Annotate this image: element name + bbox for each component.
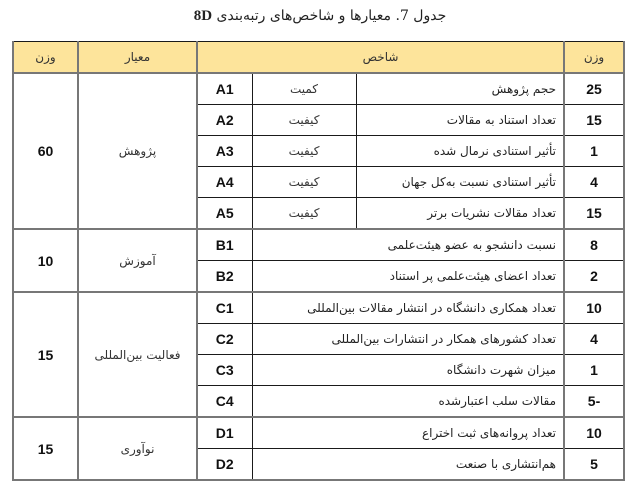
- table-caption: [0, 8, 640, 25]
- criterion-name: نوآوری: [78, 417, 197, 480]
- indicator-name: تأثیر استنادی نسبت به‌کل جهان: [356, 167, 564, 198]
- indicator-weight: 25: [564, 73, 624, 105]
- indicator-name: تعداد اعضای هیئت‌علمی پر استناد: [252, 261, 564, 293]
- criterion-weight: 15: [13, 292, 78, 417]
- indicator-weight: 5-: [564, 386, 624, 418]
- indicator-weight: 4: [564, 324, 624, 355]
- criterion-name: فعالیت بین‌المللی: [78, 292, 197, 417]
- table-row: [13, 417, 624, 449]
- indicator-weight: 8: [564, 229, 624, 261]
- header-indicator: شاخص: [197, 42, 564, 74]
- indicator-code: A5: [197, 198, 252, 230]
- caption-model: 8D: [193, 8, 213, 24]
- indicator-code: C1: [197, 292, 252, 324]
- criteria-table: [12, 41, 625, 481]
- indicator-weight: 4: [564, 167, 624, 198]
- indicator-code: C4: [197, 386, 252, 418]
- indicator-weight: 2: [564, 261, 624, 293]
- indicator-weight: 10: [564, 417, 624, 449]
- indicator-weight: 1: [564, 355, 624, 386]
- indicator-code: A2: [197, 105, 252, 136]
- header-row: [13, 42, 624, 74]
- caption-text: جدول 7. معیارها و شاخص‌های رتبه‌بندی: [216, 8, 447, 24]
- indicator-name: تأثیر استنادی نرمال شده: [356, 136, 564, 167]
- indicator-name: تعداد استناد به مقالات: [356, 105, 564, 136]
- table-row: [13, 73, 624, 105]
- header-criterion-weight: وزن: [13, 42, 78, 74]
- criterion-weight: 15: [13, 417, 78, 480]
- indicator-type: کیفیت: [252, 167, 356, 198]
- indicator-code: B1: [197, 229, 252, 261]
- indicator-weight: 10: [564, 292, 624, 324]
- criterion-weight: 60: [13, 73, 78, 229]
- indicator-name: مقالات سلب اعتبارشده: [252, 386, 564, 418]
- indicator-code: A4: [197, 167, 252, 198]
- criterion-name: پژوهش: [78, 73, 197, 229]
- indicator-name: تعداد مقالات نشریات برتر: [356, 198, 564, 230]
- indicator-type: کیفیت: [252, 105, 356, 136]
- indicator-name: تعداد کشورهای همکار در انتشارات بین‌المللی: [252, 324, 564, 355]
- indicator-code: C3: [197, 355, 252, 386]
- indicator-code: B2: [197, 261, 252, 293]
- indicator-name: هم‌انتشاری با صنعت: [252, 449, 564, 481]
- indicator-name: نسبت دانشجو به عضو هیئت‌علمی: [252, 229, 564, 261]
- criterion-name: آموزش: [78, 229, 197, 292]
- indicator-name: حجم پژوهش: [356, 73, 564, 105]
- indicator-code: A1: [197, 73, 252, 105]
- indicator-type: کیفیت: [252, 136, 356, 167]
- table-row: [13, 229, 624, 261]
- criterion-weight: 10: [13, 229, 78, 292]
- indicator-name: تعداد پروانه‌های ثبت اختراع: [252, 417, 564, 449]
- indicator-type: کیفیت: [252, 198, 356, 230]
- indicator-code: D2: [197, 449, 252, 481]
- indicator-code: D1: [197, 417, 252, 449]
- indicator-code: C2: [197, 324, 252, 355]
- table-row: [13, 292, 624, 324]
- indicator-name: تعداد همکاری دانشگاه در انتشار مقالات بین‌المللی: [252, 292, 564, 324]
- indicator-weight: 5: [564, 449, 624, 481]
- indicator-weight: 15: [564, 198, 624, 230]
- indicator-code: A3: [197, 136, 252, 167]
- indicator-weight: 15: [564, 105, 624, 136]
- indicator-weight: 1: [564, 136, 624, 167]
- indicator-name: میزان شهرت دانشگاه: [252, 355, 564, 386]
- header-indicator-weight: وزن: [564, 42, 624, 74]
- indicator-type: کمیت: [252, 73, 356, 105]
- header-criterion: معیار: [78, 42, 197, 74]
